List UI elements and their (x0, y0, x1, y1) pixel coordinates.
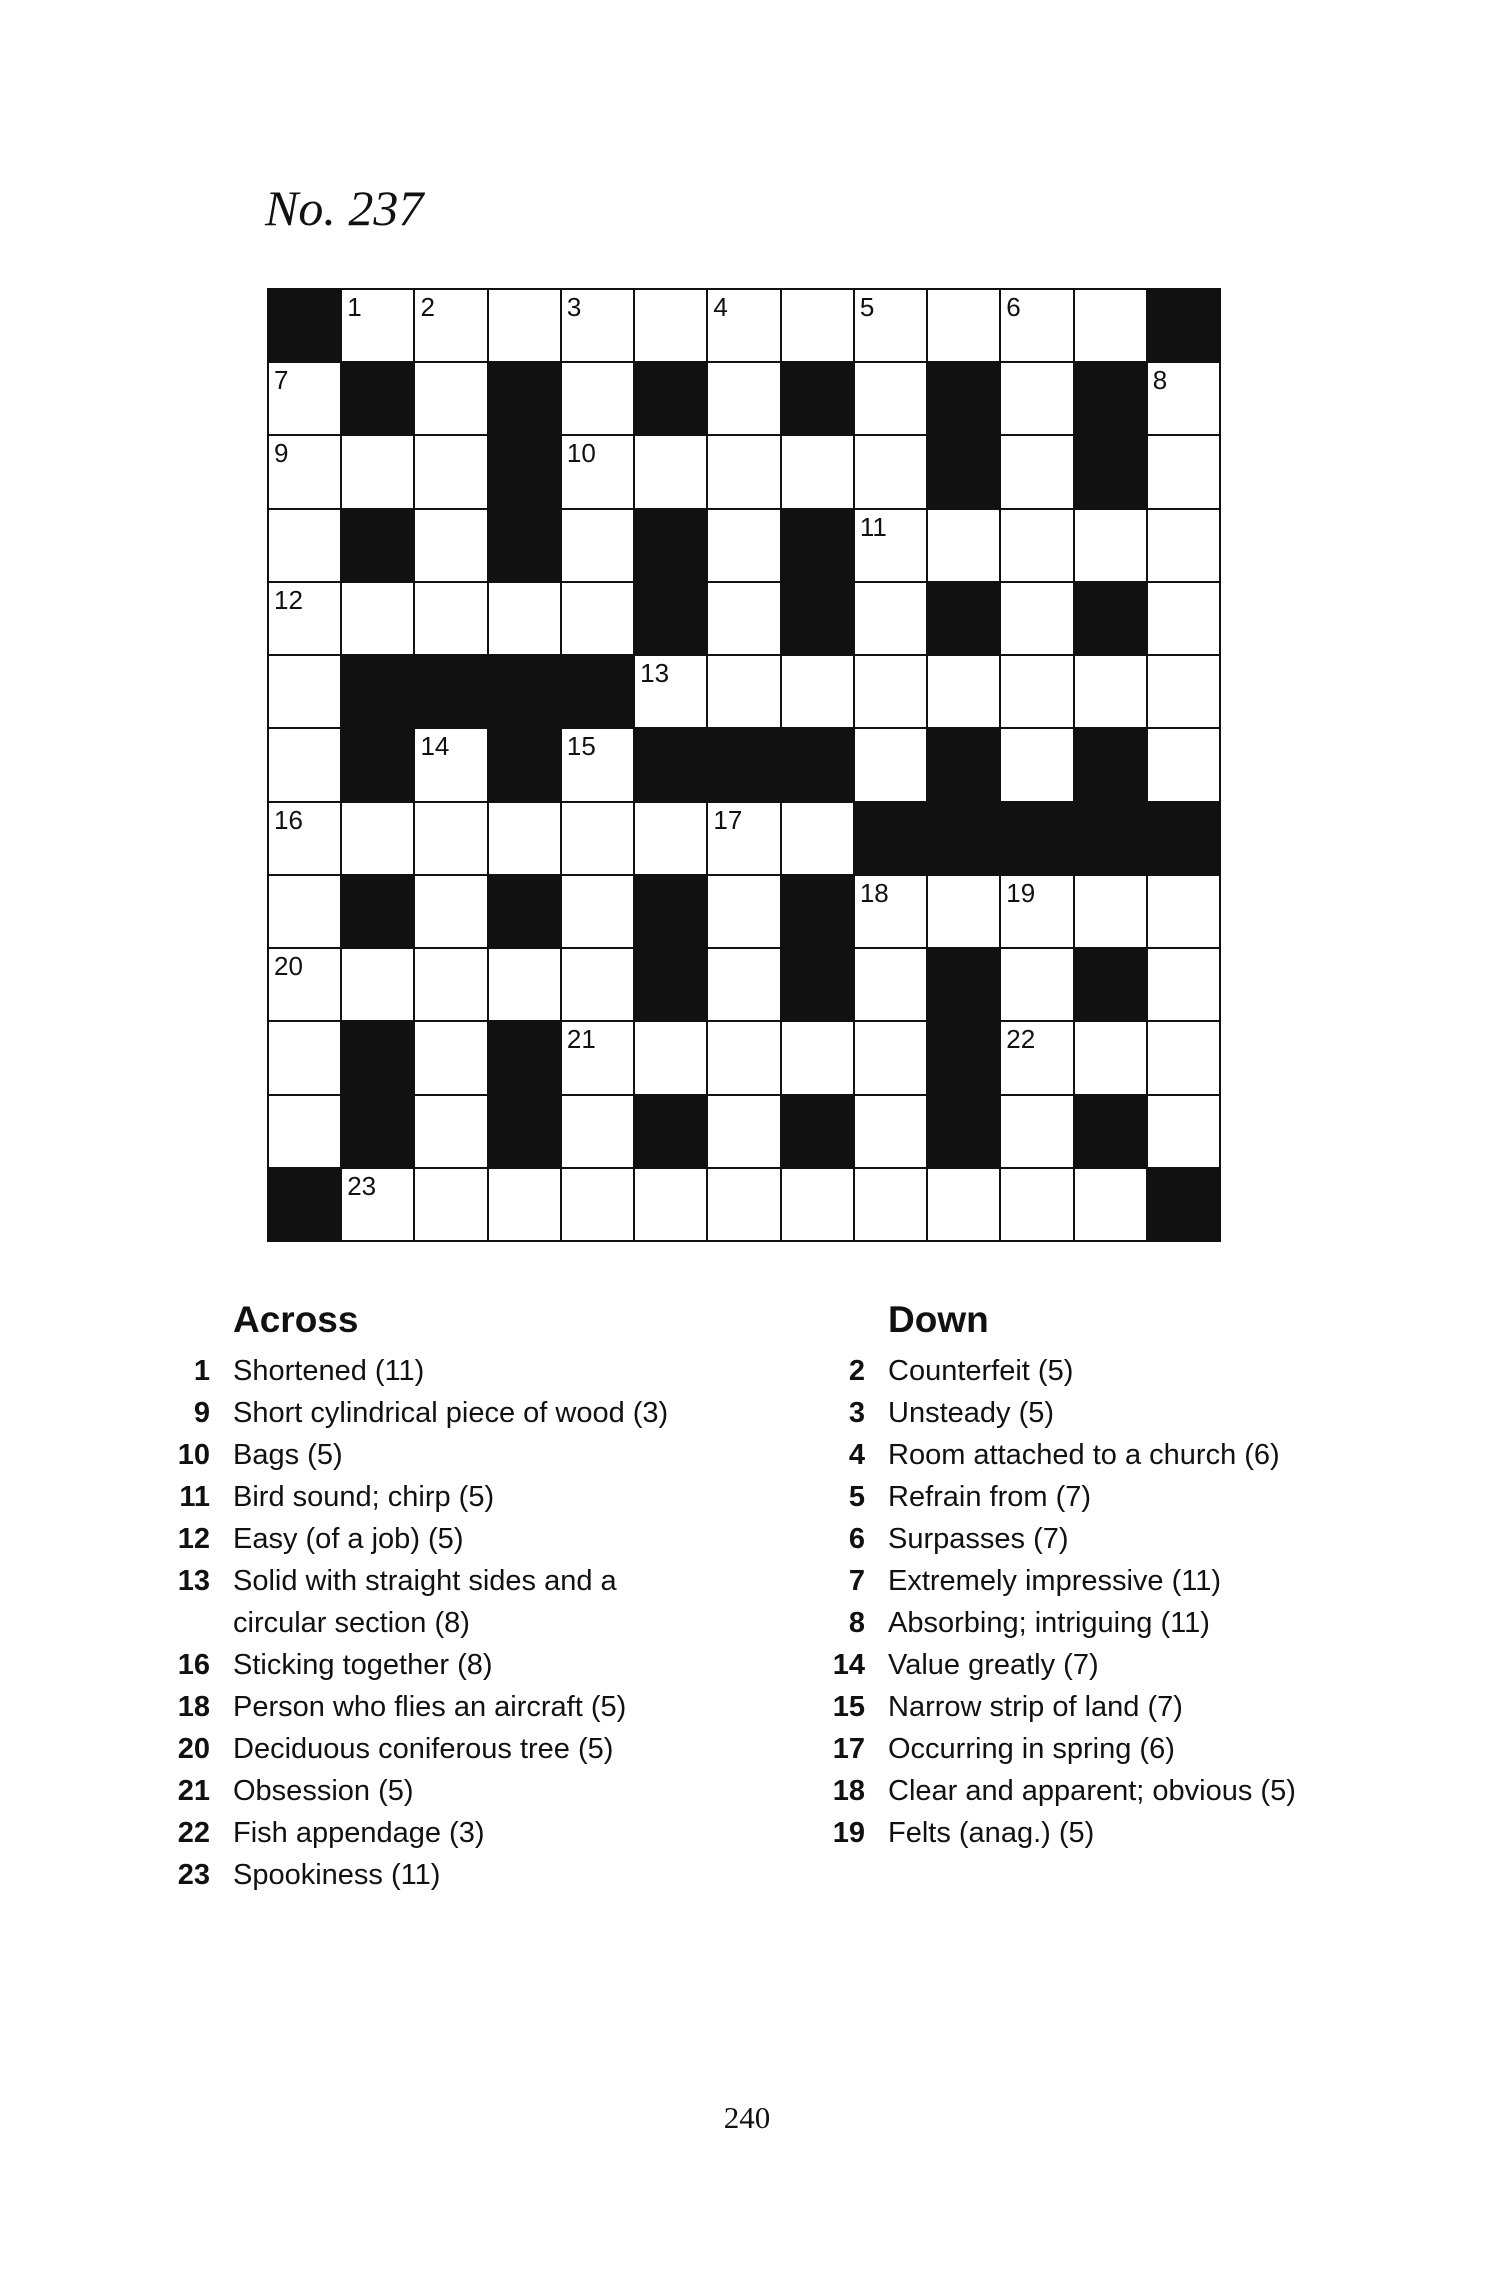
grid-cell[interactable] (415, 803, 486, 874)
clue-text: Easy (of a job) (5) (233, 1523, 464, 1555)
grid-cell[interactable] (708, 949, 779, 1020)
grid-cell[interactable] (562, 949, 633, 1020)
grid-cell[interactable] (635, 1022, 706, 1093)
clue-number: 8 (848, 1607, 865, 1639)
grid-block (1075, 583, 1146, 654)
grid-cell[interactable] (562, 1169, 633, 1240)
grid-block (342, 1096, 413, 1167)
grid-cell[interactable] (708, 1096, 779, 1167)
clue-text: Deciduous coniferous tree (5) (233, 1733, 614, 1765)
grid-cell[interactable] (1075, 876, 1146, 947)
grid-block (782, 949, 853, 1020)
grid-block (1148, 1169, 1219, 1240)
grid-cell[interactable] (855, 876, 926, 947)
grid-block (1148, 290, 1219, 361)
cell-number: 16 (274, 804, 303, 835)
clue-number: 20 (177, 1733, 210, 1765)
grid-cell[interactable] (269, 363, 340, 434)
grid-cell[interactable] (782, 290, 853, 361)
clue-number: 13 (177, 1565, 210, 1597)
grid-cell[interactable] (782, 656, 853, 727)
page-number: 240 (723, 2100, 771, 2135)
across-clue (170, 1434, 730, 1476)
grid-block (489, 656, 560, 727)
grid-cell[interactable] (562, 876, 633, 947)
down-clue (825, 1770, 1385, 1812)
grid-cell[interactable] (635, 1169, 706, 1240)
grid-block (1001, 803, 1072, 874)
clue-number: 11 (179, 1481, 210, 1513)
clue-number: 23 (177, 1859, 210, 1891)
crossword-grid (267, 288, 1221, 1242)
puzzle-title: No. 237 (265, 180, 424, 236)
grid-block (1075, 803, 1146, 874)
clue-text: Occurring in spring (6) (888, 1733, 1175, 1765)
grid-block (928, 803, 999, 874)
clue-text: Unsteady (5) (888, 1397, 1055, 1429)
clue-text: Refrain from (7) (888, 1481, 1092, 1513)
cell-number: 19 (1006, 877, 1036, 908)
grid-cell[interactable] (1001, 436, 1072, 507)
grid-cell[interactable] (708, 656, 779, 727)
across-clue (170, 1812, 730, 1854)
cell-number: 8 (1152, 365, 1168, 396)
cell-number: 22 (1006, 1024, 1036, 1055)
grid-cell[interactable] (562, 1022, 633, 1093)
grid-cell[interactable] (855, 1022, 926, 1093)
grid-cell[interactable] (342, 1169, 413, 1240)
grid-cell[interactable] (1148, 510, 1219, 581)
grid-cell[interactable] (562, 510, 633, 581)
grid-cell[interactable] (342, 583, 413, 654)
clue-text: Bags (5) (233, 1439, 343, 1471)
grid-cell[interactable] (489, 949, 560, 1020)
grid-block (342, 729, 413, 800)
grid-cell[interactable] (562, 290, 633, 361)
clue-text: Spookiness (11) (233, 1859, 441, 1891)
grid-block (342, 656, 413, 727)
grid-cell[interactable] (855, 1096, 926, 1167)
grid-block (635, 1096, 706, 1167)
grid-cell[interactable] (782, 1022, 853, 1093)
grid-cell[interactable] (635, 290, 706, 361)
grid-cell[interactable] (269, 949, 340, 1020)
grid-cell[interactable] (269, 583, 340, 654)
grid-cell[interactable] (855, 436, 926, 507)
down-clue (825, 1476, 1385, 1518)
clue-text: Counterfeit (5) (888, 1355, 1074, 1387)
grid-cell[interactable] (415, 729, 486, 800)
grid-cell[interactable] (562, 583, 633, 654)
grid-cell[interactable] (855, 949, 926, 1020)
down-clues (825, 1298, 1385, 1854)
across-clue (170, 1518, 730, 1560)
down-clue (825, 1434, 1385, 1476)
grid-cell[interactable] (1075, 656, 1146, 727)
cell-number: 15 (566, 731, 596, 762)
cell-number: 5 (859, 292, 875, 322)
grid-block (635, 510, 706, 581)
cell-number: 4 (713, 292, 728, 322)
grid-cell[interactable] (1001, 583, 1072, 654)
grid-cell[interactable] (415, 363, 486, 434)
clue-number: 22 (177, 1817, 210, 1849)
grid-cell[interactable] (1148, 363, 1219, 434)
grid-cell[interactable] (1001, 729, 1072, 800)
grid-block (489, 1022, 560, 1093)
cell-number: 10 (566, 438, 596, 469)
grid-cell[interactable] (1001, 876, 1072, 947)
clue-text: Narrow strip of land (7) (888, 1691, 1183, 1723)
grid-cell[interactable] (415, 290, 486, 361)
clue-text: Obsession (5) (233, 1775, 414, 1807)
grid-cell[interactable] (855, 1169, 926, 1240)
grid-cell[interactable] (415, 876, 486, 947)
grid-cell[interactable] (855, 729, 926, 800)
grid-cell[interactable] (708, 363, 779, 434)
grid-block (782, 1096, 853, 1167)
clue-text: Value greatly (7) (888, 1649, 1099, 1681)
clue-number: 5 (848, 1481, 865, 1513)
grid-block (928, 363, 999, 434)
across-clue (170, 1392, 730, 1434)
clue-number: 10 (177, 1439, 210, 1471)
down-clue (825, 1602, 1385, 1644)
clue-number: 14 (832, 1649, 865, 1681)
grid-cell[interactable] (855, 583, 926, 654)
clue-number: 17 (832, 1733, 865, 1765)
grid-cell[interactable] (1001, 656, 1072, 727)
grid-cell[interactable] (1001, 363, 1072, 434)
grid-block (562, 656, 633, 727)
grid-block (782, 583, 853, 654)
grid-block (415, 656, 486, 727)
cell-number: 11 (859, 511, 887, 542)
clue-number: 3 (848, 1397, 865, 1429)
across-clue (170, 1476, 730, 1518)
grid-block (269, 1169, 340, 1240)
grid-cell[interactable] (1001, 1096, 1072, 1167)
clue-text: Sticking together (8) (233, 1649, 493, 1681)
cell-number: 18 (859, 877, 889, 908)
grid-cell[interactable] (928, 290, 999, 361)
grid-cell[interactable] (489, 803, 560, 874)
grid-cell[interactable] (1001, 949, 1072, 1020)
across-clue (170, 1854, 730, 1896)
clue-text: Absorbing; intriguing (11) (888, 1607, 1210, 1639)
grid-block (1075, 436, 1146, 507)
grid-cell[interactable] (489, 583, 560, 654)
clue-number: 15 (832, 1691, 865, 1723)
grid-cell[interactable] (342, 949, 413, 1020)
clue-number: 6 (848, 1523, 865, 1555)
grid-cell[interactable] (269, 656, 340, 727)
grid-block (342, 363, 413, 434)
clue-number: 19 (832, 1817, 865, 1849)
grid-cell[interactable] (415, 1169, 486, 1240)
cell-number: 2 (420, 292, 435, 322)
grid-cell[interactable] (1148, 876, 1219, 947)
clue-number: 18 (832, 1775, 865, 1807)
grid-block (342, 1022, 413, 1093)
grid-cell[interactable] (928, 876, 999, 947)
grid-cell[interactable] (708, 583, 779, 654)
clue-text: Bird sound; chirp (5) (233, 1481, 495, 1513)
grid-cell[interactable] (1075, 510, 1146, 581)
grid-block (1075, 1096, 1146, 1167)
grid-cell[interactable] (708, 876, 779, 947)
grid-cell[interactable] (342, 436, 413, 507)
grid-cell[interactable] (708, 1169, 779, 1240)
down-clue (825, 1686, 1385, 1728)
grid-cell[interactable] (269, 876, 340, 947)
across-clue (170, 1728, 730, 1770)
grid-block (635, 876, 706, 947)
across-clue (170, 1644, 730, 1686)
grid-block (635, 949, 706, 1020)
grid-cell[interactable] (635, 656, 706, 727)
grid-cell[interactable] (562, 436, 633, 507)
cell-number: 21 (566, 1024, 596, 1055)
clue-text: Fish appendage (3) (233, 1817, 485, 1849)
grid-block (928, 1022, 999, 1093)
grid-block (928, 949, 999, 1020)
down-heading: Down (888, 1299, 989, 1340)
grid-cell[interactable] (928, 510, 999, 581)
cell-number: 6 (1006, 292, 1021, 322)
cell-number: 13 (640, 658, 670, 689)
grid-cell[interactable] (342, 803, 413, 874)
clue-text: Solid with straight sides and a circular section (8) (233, 1565, 617, 1639)
grid-block (489, 876, 560, 947)
clue-number: 2 (848, 1355, 865, 1387)
grid-block (1075, 729, 1146, 800)
grid-block (635, 363, 706, 434)
grid-cell[interactable] (415, 436, 486, 507)
across-clue (170, 1350, 730, 1392)
across-clue (170, 1770, 730, 1812)
down-clue (825, 1812, 1385, 1854)
cell-number: 14 (420, 731, 450, 762)
grid-cell[interactable] (562, 1096, 633, 1167)
grid-cell[interactable] (708, 290, 779, 361)
grid-cell[interactable] (489, 290, 560, 361)
cell-number: 23 (347, 1170, 377, 1201)
grid-block (1075, 949, 1146, 1020)
clue-number: 1 (193, 1355, 210, 1387)
clue-number: 21 (177, 1775, 210, 1807)
cell-number: 3 (566, 292, 582, 322)
grid-cell[interactable] (415, 949, 486, 1020)
grid-cell[interactable] (1075, 1169, 1146, 1240)
grid-cell[interactable] (562, 363, 633, 434)
grid-block (1148, 803, 1219, 874)
grid-block (489, 729, 560, 800)
grid-cell[interactable] (415, 510, 486, 581)
grid-cell[interactable] (708, 436, 779, 507)
down-clue (825, 1350, 1385, 1392)
grid-cell[interactable] (855, 510, 926, 581)
cell-number: 20 (274, 951, 303, 982)
grid-cell[interactable] (635, 803, 706, 874)
grid-cell[interactable] (1001, 1022, 1072, 1093)
grid-cell[interactable] (1148, 436, 1219, 507)
grid-cell[interactable] (415, 583, 486, 654)
grid-cell[interactable] (269, 436, 340, 507)
across-clues (170, 1298, 730, 1896)
grid-cell[interactable] (1148, 729, 1219, 800)
grid-cell[interactable] (1148, 949, 1219, 1020)
clue-number: 7 (848, 1565, 865, 1597)
grid-cell[interactable] (269, 1096, 340, 1167)
clue-number: 16 (177, 1649, 210, 1681)
clue-text: Shortened (11) (233, 1355, 425, 1387)
grid-cell[interactable] (782, 803, 853, 874)
down-clue (825, 1518, 1385, 1560)
grid-cell[interactable] (782, 436, 853, 507)
grid-cell[interactable] (415, 1096, 486, 1167)
cell-number: 1 (347, 292, 362, 322)
grid-cell[interactable] (1148, 583, 1219, 654)
across-heading: Across (233, 1299, 359, 1340)
grid-cell[interactable] (269, 803, 340, 874)
grid-block (928, 1096, 999, 1167)
grid-block (782, 876, 853, 947)
grid-block (782, 510, 853, 581)
grid-block (782, 363, 853, 434)
grid-cell[interactable] (1001, 290, 1072, 361)
grid-block (635, 729, 706, 800)
grid-block (928, 436, 999, 507)
clue-text: Room attached to a church (6) (888, 1439, 1280, 1471)
clue-number: 4 (848, 1439, 865, 1471)
grid-cell[interactable] (1148, 1096, 1219, 1167)
grid-block (489, 1096, 560, 1167)
grid-cell[interactable] (855, 363, 926, 434)
grid-block (855, 803, 926, 874)
grid-block (1075, 363, 1146, 434)
grid-block (489, 436, 560, 507)
grid-cell[interactable] (782, 1169, 853, 1240)
grid-block (342, 510, 413, 581)
grid-cell[interactable] (708, 510, 779, 581)
across-clue (170, 1686, 730, 1728)
down-clue (825, 1644, 1385, 1686)
grid-block (928, 583, 999, 654)
grid-block (635, 583, 706, 654)
clue-text: Felts (anag.) (5) (888, 1817, 1095, 1849)
grid-cell[interactable] (635, 436, 706, 507)
grid-cell[interactable] (1148, 1022, 1219, 1093)
grid-cell[interactable] (1075, 1022, 1146, 1093)
grid-block (928, 729, 999, 800)
clue-text: Surpasses (7) (888, 1523, 1069, 1555)
grid-cell[interactable] (562, 803, 633, 874)
grid-cell[interactable] (269, 729, 340, 800)
grid-cell[interactable] (928, 656, 999, 727)
grid-block (489, 363, 560, 434)
cell-number: 7 (274, 365, 289, 396)
grid-block (489, 510, 560, 581)
clue-text: Clear and apparent; obvious (5) (888, 1775, 1296, 1807)
grid-cell[interactable] (562, 729, 633, 800)
grid-cell[interactable] (928, 1169, 999, 1240)
clue-number: 12 (177, 1523, 210, 1555)
grid-block (782, 729, 853, 800)
grid-block (269, 290, 340, 361)
clue-number: 18 (177, 1691, 210, 1723)
across-clue (170, 1560, 730, 1644)
grid-cell[interactable] (489, 1169, 560, 1240)
grid-cell[interactable] (415, 1022, 486, 1093)
clue-text: Short cylindrical piece of wood (3) (233, 1397, 669, 1429)
grid-cell[interactable] (1001, 1169, 1072, 1240)
cell-number: 9 (274, 438, 289, 469)
down-clue (825, 1392, 1385, 1434)
clue-number: 9 (193, 1397, 210, 1429)
grid-cell[interactable] (855, 656, 926, 727)
cell-number: 17 (713, 804, 743, 835)
grid-cell[interactable] (1075, 290, 1146, 361)
down-clue (825, 1560, 1385, 1602)
grid-cell[interactable] (855, 290, 926, 361)
grid-cell[interactable] (269, 510, 340, 581)
grid-cell[interactable] (342, 290, 413, 361)
cell-number: 12 (274, 584, 303, 615)
grid-cell[interactable] (269, 1022, 340, 1093)
grid-cell[interactable] (708, 1022, 779, 1093)
clue-text: Person who flies an aircraft (5) (233, 1691, 627, 1723)
grid-cell[interactable] (1148, 656, 1219, 727)
grid-cell[interactable] (1001, 510, 1072, 581)
clue-text: Extremely impressive (11) (888, 1565, 1222, 1597)
grid-block (342, 876, 413, 947)
grid-block (708, 729, 779, 800)
grid-cell[interactable] (708, 803, 779, 874)
down-clue (825, 1728, 1385, 1770)
